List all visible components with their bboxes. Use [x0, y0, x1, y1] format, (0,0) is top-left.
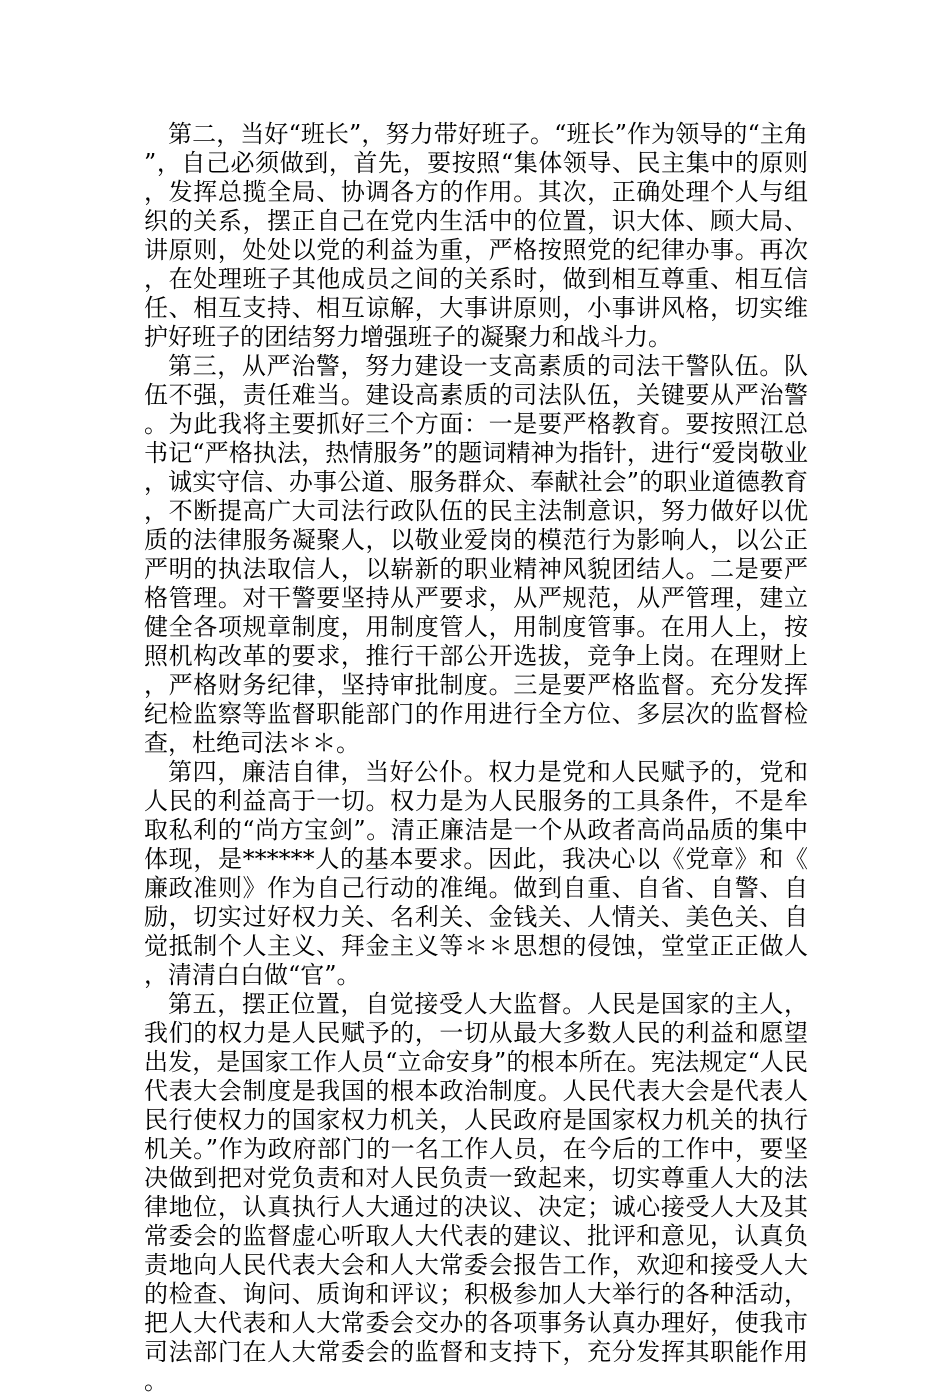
- paragraph-fourth: 第四，廉洁自律，当好公仆。权力是党和人民赋予的，党和人民的利益高于一切。权力是为人民服务的工具条件，不是牟取私利的“尚方宝剑”。清正廉洁是一个从政者高尚品质的集中体现，是******人的基本要求。因此，我决心以《党章》和《廉政准则》作为自己行动的准绳。做到自重、自省、自警、自励，切实过好权力关、名利关、金钱关、人情关、美色关、自觉抵制个人主义、拜金主义等＊＊思想的侵蚀，堂堂正正做人，清清白白做“官”。: [144, 758, 808, 989]
- paragraph-fifth: 第五，摆正位置，自觉接受人大监督。人民是国家的主人，我们的权力是人民赋予的，一切从最大多数人民的利益和愿望出发，是国家工作人员“立命安身”的根本所在。宪法规定“人民代表大会制度是我国的根本政治制度。人民代表大会是代表人民行使权力的国家权力机关，人民政府是国家权力机关的执行机关。”作为政府部门的一名工作人员，在今后的工作中，要坚决做到把对党负责和对人民负责一致起来，切实尊重人大的法律地位，认真执行人大通过的决议、决定；诚心接受人大及其常委会的监督虚心听取人大代表的建议、批评和意见，认真负责地向人民代表大会和人大常委会报告工作，欢迎和接受人大的检查、询问、质询和评议；积极参加人大举行的各种活动，把人大代表和人大常委会交办的各项事务认真办理好，使我市司法部门在人大常委会的监督和支持下，充分发挥其职能作用。: [144, 990, 808, 1395]
- paragraph-third: 第三，从严治警，努力建设一支高素质的司法干警队伍。队伍不强，责任难当。建设高素质的司法队伍，关键要从严治警。为此我将主要抓好三个方面：一是要严格教育。要按照江总书记“严格执法，热情服务”的题词精神为指针，进行“爱岗敬业，诚实守信、办事公道、服务群众、奉献社会”的职业道德教育，不断提高广大司法行政队伍的民主法制意识，努力做好以优质的法律服务凝聚人，以敬业爱岗的模范行为影响人，以公正严明的执法取信人，以崭新的职业精神风貌团结人。二是要严格管理。对干警要坚持从严要求，从严规范，从严管理，建立健全各项规章制度，用制度管人，用制度管事。在用人上，按照机构改革的要求，推行干部公开选拔，竞争上岗。在理财上，严格财务纪律，坚持审批制度。三是要严格监督。充分发挥纪检监察等监督职能部门的作用进行全方位、多层次的监督检查，杜绝司法＊＊。: [144, 352, 808, 757]
- paragraph-second: 第二，当好“班长”，努力带好班子。“班长”作为领导的“主角”，自己必须做到，首先，要按照“集体领导、民主集中的原则，发挥总揽全局、协调各方的作用。其次，正确处理个人与组织的关系，摆正自己在党内生活中的位置，识大体、顾大局、讲原则，处处以党的利益为重，严格按照党的纪律办事。再次，在处理班子其他成员之间的关系时，做到相互尊重、相互信任、相互支持、相互谅解，大事讲原则，小事讲风格，切实维护好班子的团结努力增强班子的凝聚力和战斗力。: [144, 120, 808, 351]
- document-page: [144, 120, 808, 1396]
